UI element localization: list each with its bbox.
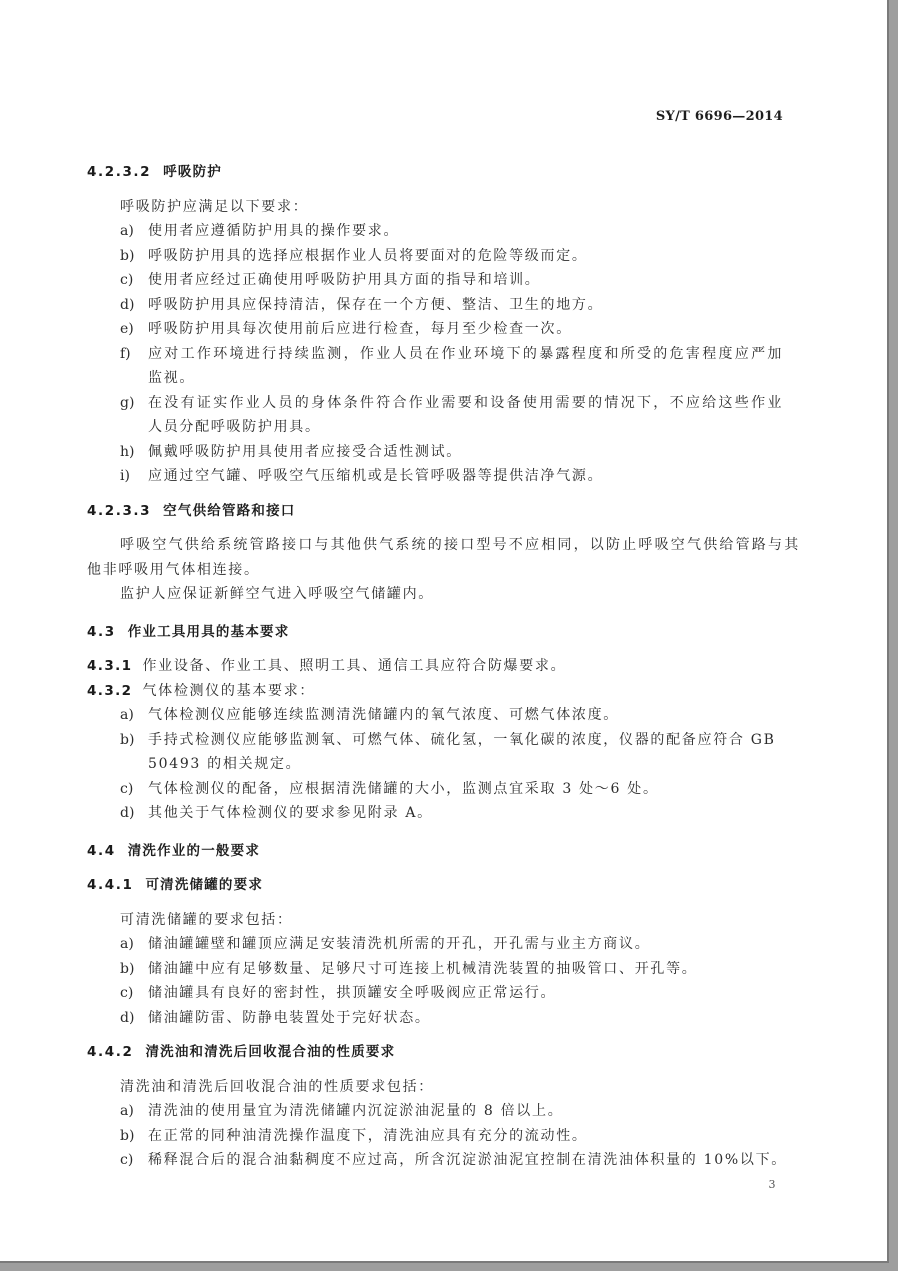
item-label: b) bbox=[120, 960, 135, 977]
item-text: 呼吸防护用具每次使用前后应进行检查，每月至少检查一次。 bbox=[148, 321, 572, 337]
item-text: 在正常的同种油清洗操作温度下，清洗油应具有充分的流动性。 bbox=[148, 1127, 588, 1144]
clause-text: 气体检测仪的基本要求： bbox=[142, 682, 316, 699]
list-item bbox=[87, 728, 783, 753]
paragraph-line: 他非呼吸用气体相连接。 bbox=[87, 561, 260, 578]
section-title: 作业工具用具的基本要求 bbox=[127, 623, 290, 640]
list-item bbox=[87, 777, 783, 802]
section-title: 清洗油和清洗后回收混合油的性质要求 bbox=[145, 1044, 396, 1060]
item-text: 稀释混合后的混合油黏稠度不应过高，所含沉淀淤油泥宜控制在清洗油体积量的 10%以下。 bbox=[148, 1152, 787, 1168]
list-item bbox=[87, 244, 783, 269]
section-intro: 可清洗储罐的要求包括： bbox=[120, 911, 293, 928]
list-item bbox=[87, 440, 783, 465]
list-item bbox=[87, 391, 783, 416]
item-text: 储油罐罐壁和罐顶应满足安装清洗机所需的开孔，开孔需与业主方商议。 bbox=[148, 936, 651, 952]
section-number: 4.4 bbox=[87, 842, 116, 859]
clause-number: 4.3.1 bbox=[87, 658, 133, 674]
item-label: c) bbox=[120, 1152, 134, 1168]
list-item bbox=[87, 1006, 783, 1031]
list-item bbox=[87, 464, 783, 489]
section-title: 空气供给管路和接口 bbox=[163, 502, 296, 519]
item-text: 佩戴呼吸防护用具使用者应接受合适性测试。 bbox=[148, 443, 462, 460]
list-item bbox=[87, 342, 783, 367]
item-label: g) bbox=[120, 394, 135, 411]
item-label: d) bbox=[120, 1009, 135, 1026]
list-item bbox=[87, 703, 783, 728]
clause-4-3-1 bbox=[87, 654, 783, 679]
item-label: d) bbox=[120, 805, 135, 821]
section-intro: 呼吸防护应满足以下要求： bbox=[120, 198, 309, 215]
item-label: i) bbox=[120, 468, 130, 484]
list-item bbox=[87, 1124, 783, 1149]
item-text-continuation: 监视。 bbox=[148, 370, 196, 386]
item-label: b) bbox=[120, 247, 135, 264]
section-title: 清洗作业的一般要求 bbox=[127, 842, 261, 859]
page-number: 3 bbox=[768, 1178, 776, 1191]
section-heading-4-3 bbox=[87, 620, 783, 645]
item-text: 应对工作环境进行持续监测，作业人员在作业环境下的暴露程度和所受的危害程度应严加 bbox=[148, 345, 784, 362]
item-text: 应通过空气罐、呼吸空气压缩机或是长管呼吸器等提供洁净气源。 bbox=[148, 468, 604, 484]
item-text: 气体检测仪的配备，应根据清洗储罐的大小，监测点宜采取 3 处～6 处。 bbox=[148, 780, 659, 797]
section-title: 呼吸防护 bbox=[163, 164, 222, 180]
item-text: 使用者应遵循防护用具的操作要求。 bbox=[148, 223, 400, 239]
list-item bbox=[87, 1148, 787, 1173]
item-label: a) bbox=[120, 1103, 134, 1119]
section-number: 4.4.1 bbox=[87, 877, 134, 893]
section-heading-4-4-2 bbox=[87, 1040, 783, 1065]
list-item bbox=[87, 293, 783, 318]
list-item bbox=[87, 932, 783, 957]
item-label: h) bbox=[120, 443, 135, 460]
list-item bbox=[87, 801, 783, 826]
section-heading-4-4-1 bbox=[87, 873, 783, 898]
item-label: b) bbox=[120, 1127, 135, 1144]
item-text: 在没有证实作业人员的身体条件符合作业需要和设备使用需要的情况下，不应给这些作业 bbox=[148, 394, 784, 411]
list-item bbox=[87, 268, 783, 293]
item-label: a) bbox=[120, 707, 134, 723]
list-item bbox=[87, 981, 783, 1006]
item-label: c) bbox=[120, 985, 134, 1001]
item-text: 其他关于气体检测仪的要求参见附录 A。 bbox=[148, 805, 433, 821]
section-heading-4-2-3-2 bbox=[87, 160, 783, 185]
item-text: 气体检测仪应能够连续监测清洗储罐内的氧气浓度、可燃气体浓度。 bbox=[148, 707, 619, 723]
section-intro: 清洗油和清洗后回收混合油的性质要求包括： bbox=[120, 1078, 434, 1095]
list-item bbox=[87, 1099, 783, 1124]
item-text: 储油罐防雷、防静电装置处于完好状态。 bbox=[148, 1009, 431, 1026]
section-number: 4.4.2 bbox=[87, 1044, 134, 1060]
item-text: 呼吸防护用具应保持清洁，保存在一个方便、整洁、卫生的地方。 bbox=[148, 296, 604, 313]
item-label: f) bbox=[120, 345, 131, 362]
item-text: 储油罐中应有足够数量、足够尺寸可连接上机械清洗装置的抽吸管口、开孔等。 bbox=[148, 960, 698, 977]
section-heading-4-2-3-3 bbox=[87, 499, 783, 524]
item-label: a) bbox=[120, 936, 134, 952]
paragraph-line: 监护人应保证新鲜空气进入呼吸空气储罐内。 bbox=[120, 586, 434, 602]
list-item bbox=[87, 219, 783, 244]
section-title: 可清洗储罐的要求 bbox=[145, 877, 264, 893]
item-label: b) bbox=[120, 731, 135, 748]
item-text-continuation: 50493 的相关规定。 bbox=[148, 756, 302, 772]
item-text: 手持式检测仪应能够监测氧、可燃气体、硫化氢，一氧化碳的浓度，仪器的配备应符合 GB bbox=[148, 731, 776, 748]
clause-4-3-2 bbox=[87, 679, 783, 704]
item-label: c) bbox=[120, 272, 134, 288]
item-label: e) bbox=[120, 321, 134, 337]
list-item bbox=[87, 317, 783, 342]
document-code: SY/T 6696—2014 bbox=[655, 109, 783, 124]
paragraph-line: 呼吸空气供给系统管路接口与其他供气系统的接口型号不应相同，以防止呼吸空气供给管路与其 bbox=[120, 537, 801, 553]
item-text-continuation: 人员分配呼吸防护用具。 bbox=[148, 419, 321, 435]
section-heading-4-4 bbox=[87, 839, 783, 864]
item-label: a) bbox=[120, 223, 134, 239]
section-number: 4.3 bbox=[87, 623, 116, 640]
list-item bbox=[87, 957, 783, 982]
item-label: c) bbox=[120, 780, 134, 797]
item-label: d) bbox=[120, 296, 135, 313]
item-text: 储油罐具有良好的密封性，拱顶罐安全呼吸阀应正常运行。 bbox=[148, 985, 557, 1001]
page-content bbox=[87, 160, 801, 1173]
item-text: 使用者应经过正确使用呼吸防护用具方面的指导和培训。 bbox=[148, 272, 541, 288]
clause-text: 作业设备、作业工具、照明工具、通信工具应符合防爆要求。 bbox=[142, 658, 567, 674]
item-text: 呼吸防护用具的选择应根据作业人员将要面对的危险等级而定。 bbox=[148, 247, 588, 264]
section-number: 4.2.3.2 bbox=[87, 164, 152, 180]
item-text: 清洗油的使用量宜为清洗储罐内沉淀淤油泥量的 8 倍以上。 bbox=[148, 1103, 564, 1119]
clause-number: 4.3.2 bbox=[87, 682, 133, 699]
section-number: 4.2.3.3 bbox=[87, 502, 152, 519]
